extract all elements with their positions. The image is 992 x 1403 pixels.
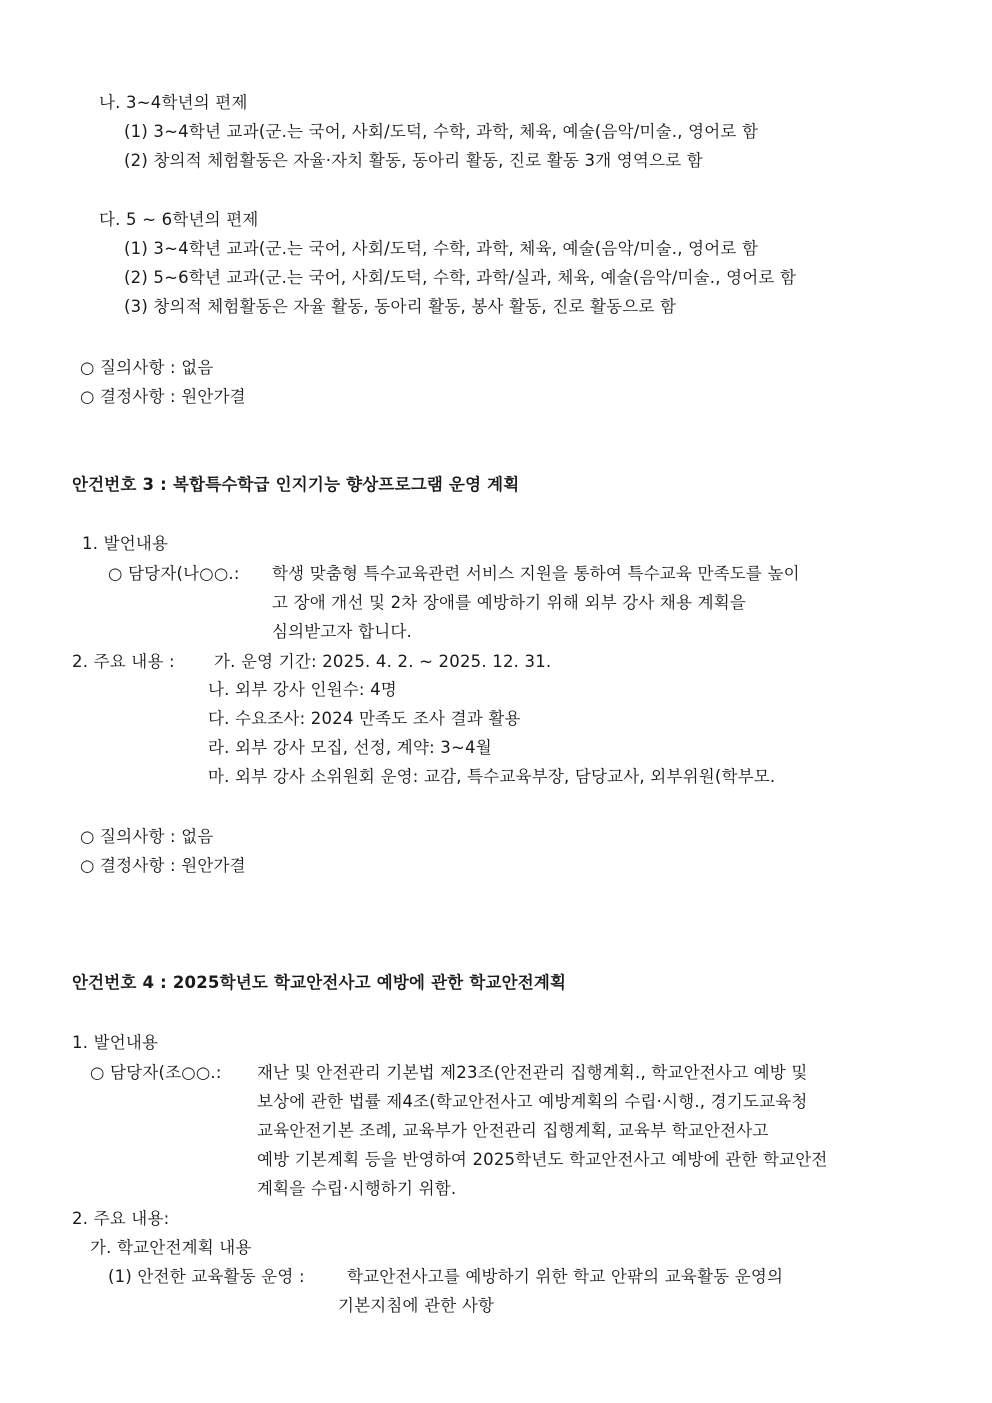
agenda3-statement-line: 고 장애 개선 및 2차 장애를 예방하기 위해 외부 강사 채용 계획을: [272, 593, 747, 612]
agenda3-title: 안건번호 3 : 복합특수학급 인지기능 향상프로그램 운영 계획: [72, 475, 520, 494]
agenda3-decision: ○ 결정사항 : 원안가결: [80, 856, 246, 875]
agenda3-main-item: 라. 외부 강사 모집, 선정, 계약: 3~4월: [208, 738, 492, 757]
agenda3-main-item: 다. 수요조사: 2024 만족도 조사 결과 활용: [208, 709, 521, 728]
agenda3-main-item: 가. 운영 기간: 2025. 4. 2. ~ 2025. 12. 31.: [214, 652, 552, 671]
agenda3-statement-line: 학생 맞춤형 특수교육관련 서비스 지원을 통하여 특수교육 만족도를 높이: [272, 564, 800, 583]
da-item-2: (2) 5~6학년 교과(군.는 국어, 사회/도덕, 수학, 과학/실과, 체육, 예술(음악/미술., 영어로 함: [124, 268, 797, 287]
agenda4-sub-heading: 가. 학교안전계획 내용: [90, 1238, 252, 1257]
agenda4-speaker: ○ 담당자(조○○.:: [90, 1063, 222, 1082]
agenda3-main-item: 마. 외부 강사 소위원회 운영: 교감, 특수교육부장, 담당교사, 외부위원(학부모.: [208, 767, 776, 786]
agenda3-question: ○ 질의사항 : 없음: [80, 827, 214, 846]
agenda4-statement-line: 보상에 관한 법률 제4조(학교안전사고 예방계획의 수립·시행., 경기도교육청: [257, 1092, 808, 1111]
na-item-1: (1) 3~4학년 교과(군.는 국어, 사회/도덕, 수학, 과학, 체육, 예술(음악/미술., 영어로 함: [124, 122, 759, 141]
decision-line: ○ 결정사항 : 원안가결: [80, 387, 246, 406]
da-item-3: (3) 창의적 체험활동은 자율 활동, 동아리 활동, 봉사 활동, 진로 활동으로 함: [124, 297, 677, 316]
agenda4-statement-line: 재난 및 안전관리 기본법 제23조(안전관리 집행계획., 학교안전사고 예방 및: [257, 1063, 808, 1082]
agenda4-item1-label: (1) 안전한 교육활동 운영 :: [108, 1267, 305, 1286]
na-heading: 나. 3~4학년의 편제: [99, 93, 248, 112]
question-line: ○ 질의사항 : 없음: [80, 358, 214, 377]
agenda4-item1-line: 기본지침에 관한 사항: [338, 1296, 495, 1315]
agenda4-title: 안건번호 4 : 2025학년도 학교안전사고 예방에 관한 학교안전계획: [72, 973, 567, 992]
agenda3-main-heading: 2. 주요 내용 :: [72, 652, 175, 671]
agenda3-main-item: 나. 외부 강사 인원수: 4명: [208, 680, 397, 699]
na-item-2: (2) 창의적 체험활동은 자율·자치 활동, 동아리 활동, 진로 활동 3개 영역으로 함: [124, 151, 703, 170]
agenda4-statement-line: 계획을 수립·시행하기 위함.: [257, 1179, 457, 1198]
agenda4-statement-line: 교육안전기본 조례, 교육부가 안전관리 집행계획, 교육부 학교안전사고: [257, 1121, 769, 1140]
agenda4-main-heading: 2. 주요 내용:: [72, 1209, 170, 1228]
da-item-1: (1) 3~4학년 교과(군.는 국어, 사회/도덕, 수학, 과학, 체육, 예술(음악/미술., 영어로 함: [124, 239, 759, 258]
agenda4-item1-line: 학교안전사고를 예방하기 위한 학교 안팎의 교육활동 운영의: [347, 1267, 784, 1286]
agenda4-statement-line: 예방 기본계획 등을 반영하여 2025학년도 학교안전사고 예방에 관한 학교안전: [257, 1150, 828, 1169]
agenda3-statement-line: 심의받고자 합니다.: [272, 622, 413, 641]
da-heading: 다. 5 ~ 6학년의 편제: [99, 210, 259, 229]
agenda4-statement-heading: 1. 발언내용: [72, 1033, 159, 1052]
agenda3-statement-heading: 1. 발언내용: [82, 534, 169, 553]
agenda3-speaker: ○ 담당자(나○○.:: [108, 564, 240, 583]
